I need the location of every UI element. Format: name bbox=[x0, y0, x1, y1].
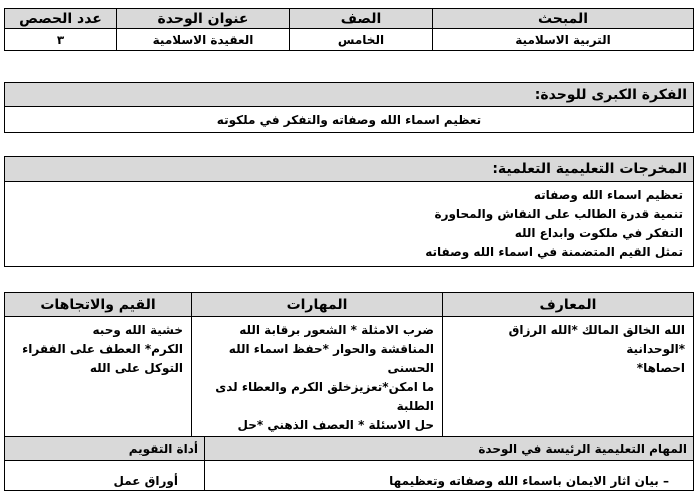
header-grade: الصف bbox=[290, 9, 433, 29]
tasks-table bbox=[4, 436, 694, 491]
values-line: خشية الله وحبه bbox=[92, 323, 183, 337]
knowledge-line: احصاها* bbox=[636, 361, 685, 375]
header-lessons-count: عدد الحصص bbox=[5, 9, 117, 29]
outcome-item: تمثل القيم المتضمنة في اسماء الله وصفاته bbox=[425, 245, 683, 259]
header-knowledge: المعارف bbox=[443, 293, 694, 317]
skills-line: المناقشة والحوار *حفظ اسماء الله الحسنى bbox=[228, 342, 434, 375]
outcome-item: تعظيم اسماء الله وصفاته bbox=[533, 188, 683, 202]
outcomes-title: المخرجات التعليمية التعلمية: bbox=[5, 157, 694, 182]
outcomes-table bbox=[4, 156, 694, 267]
value-grade: الخامس bbox=[290, 29, 433, 51]
values-line: التوكل على الله bbox=[89, 361, 183, 375]
header-skills: المهارات bbox=[192, 293, 443, 317]
header-unit-title: عنوان الوحدة bbox=[117, 9, 290, 29]
task-item: – بيان اثار الايمان باسماء الله وصفاته وتعظيمها bbox=[205, 461, 694, 491]
values-line: الكرم* العطف على الفقراء bbox=[22, 342, 183, 356]
header-subject: المبحث bbox=[433, 9, 694, 29]
header-main-tasks: المهام التعليمية الرئيسة في الوحدة bbox=[205, 437, 694, 461]
header-values: القيم والاتجاهات bbox=[5, 293, 192, 317]
value-unit-title: العقيدة الاسلامية bbox=[117, 29, 290, 51]
skills-line: ما امكن*تعزيزخلق الكرم والعطاء لدى bbox=[215, 380, 434, 394]
skills-line: حل الاسئلة * العصف الذهني *حل الانشطة bbox=[237, 418, 434, 451]
big-idea-text: تعظيم اسماء الله وصفاته والتفكر في ملكوته bbox=[5, 107, 694, 133]
big-idea-table bbox=[4, 82, 694, 133]
skills-line: الطلبة bbox=[396, 399, 434, 413]
skills-line: ضرب الامثلة * الشعور برقابة الله bbox=[239, 323, 434, 337]
evaluation-tool-item: أوراق عمل bbox=[5, 461, 205, 491]
value-lessons-count: ٣ bbox=[5, 29, 117, 51]
value-subject: التربية الاسلامية bbox=[433, 29, 694, 51]
info-table bbox=[4, 8, 694, 51]
knowledge-line: الله الخالق المالك *الله الرزاق *الوحدانية bbox=[508, 323, 685, 356]
kav-table bbox=[4, 292, 694, 459]
outcomes-list bbox=[5, 182, 694, 267]
outcome-item: تنمية قدرة الطالب على النقاش والمحاورة bbox=[434, 207, 683, 221]
outcome-item: التفكر في ملكوت وابداع الله bbox=[514, 226, 683, 240]
header-evaluation-tool: أداة التقويم bbox=[5, 437, 205, 461]
big-idea-title: الفكرة الكبرى للوحدة: bbox=[5, 83, 694, 107]
